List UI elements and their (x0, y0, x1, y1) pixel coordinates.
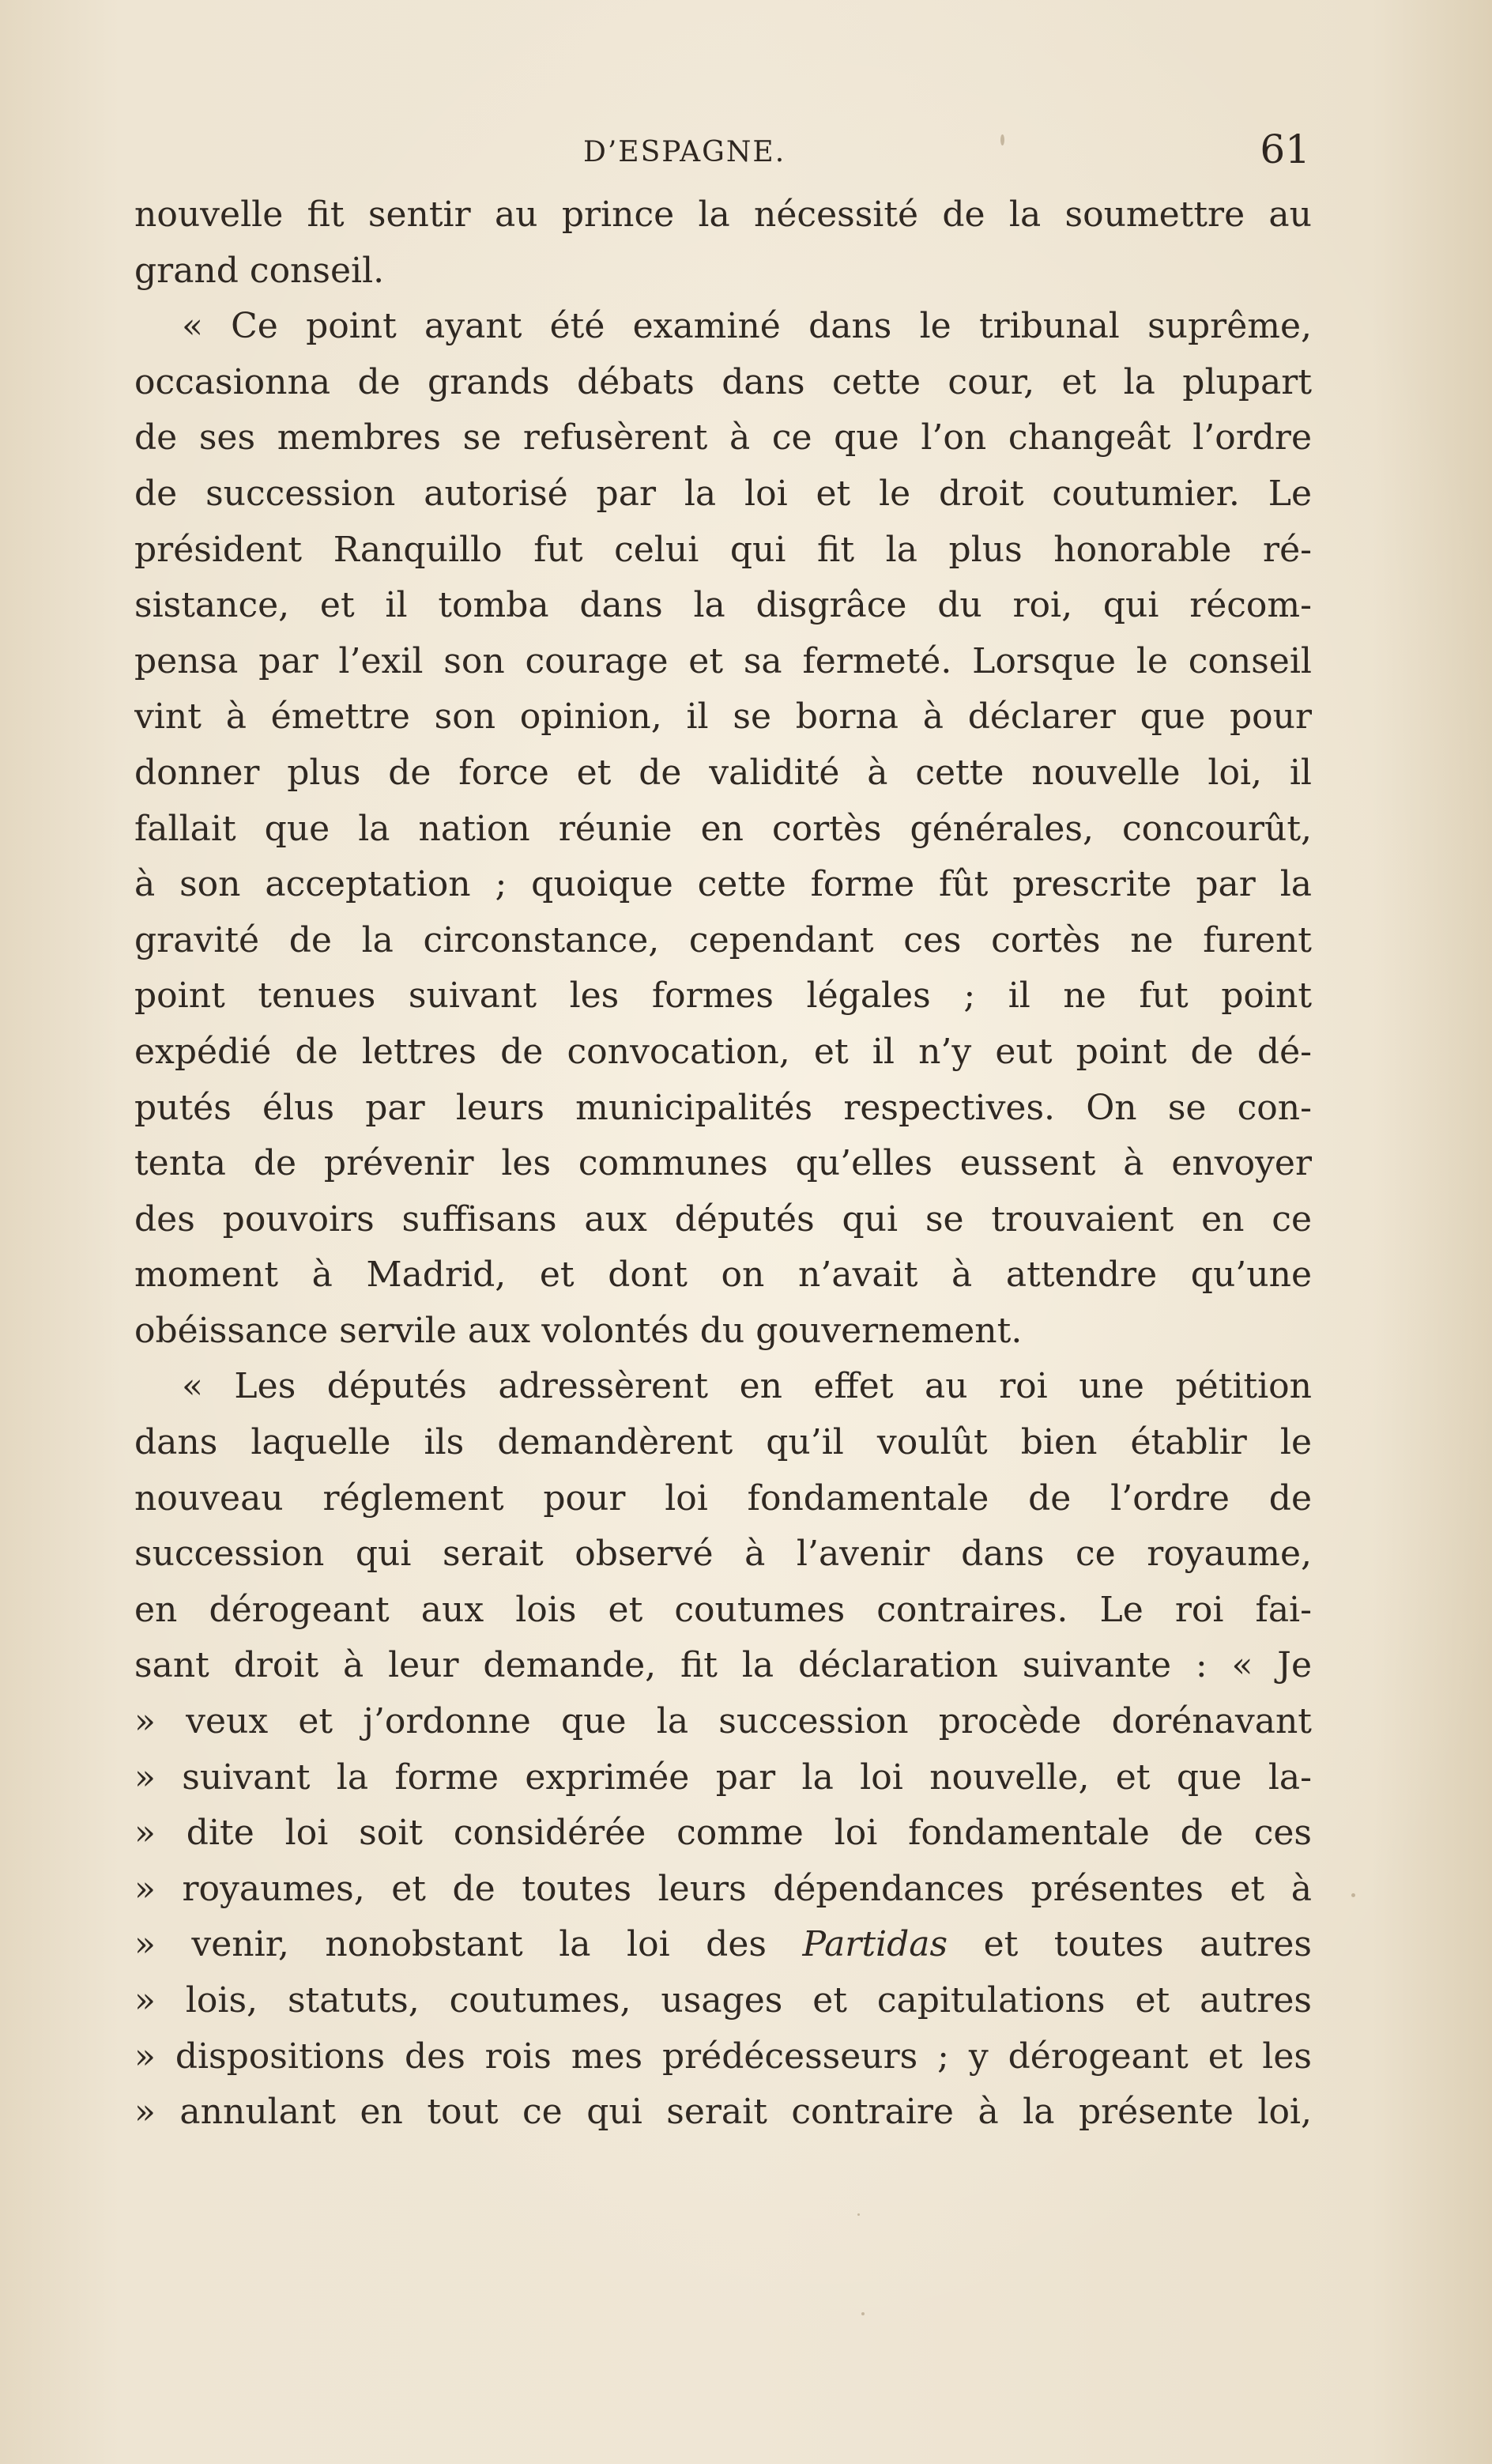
body-text (134, 187, 1312, 2141)
text-line: sistance, et il tomba dans la disgrâce du roi, qui récom- (134, 585, 1312, 626)
text-line: occasionna de grands débats dans cette cour, et la plupart (134, 361, 1312, 402)
page-number: 61 (1260, 126, 1310, 172)
text-line: obéissance servile aux volontés du gouvernement. (134, 1310, 1023, 1351)
text-line: fallait que la nation réunie en cortès générales, concourût, (134, 808, 1312, 849)
text-line: pensa par l’exil son courage et sa fermeté. Lorsque le conseil (134, 640, 1312, 681)
text-line: « Les députés adressèrent en effet au roi une pétition (182, 1366, 1312, 1407)
text-line: expédié de lettres de convocation, et il n’y eut point de dé- (134, 1031, 1312, 1072)
text-line: des pouvoirs suffisans aux députés qui se trouvaient en ce (134, 1198, 1312, 1240)
text-line: grand conseil. (134, 250, 385, 291)
text-line: de succession autorisé par la loi et le droit coutumier. Le (134, 473, 1312, 514)
text-line: » dite loi soit considérée comme loi fondamentale de ces (134, 1813, 1312, 1854)
text-line: à son acceptation ; quoique cette forme fût prescrite par la (134, 864, 1312, 905)
text-line: dans laquelle ils demandèrent qu’il voulût bien établir le (134, 1422, 1312, 1463)
paper-spot (861, 2312, 865, 2315)
text-line: « Ce point ayant été examiné dans le tribunal suprême, (182, 306, 1312, 347)
text-line: gravité de la circonstance, cependant ces cortès ne furent (134, 919, 1312, 960)
text-line: président Ranquillo fut celui qui fit la plus honorable ré- (134, 529, 1312, 570)
text-line: » royaumes, et de toutes leurs dépendances présentes et à (134, 1868, 1312, 1909)
text-line: tenta de prévenir les communes qu’elles eussent à envoyer (134, 1143, 1312, 1184)
text-line: putés élus par leurs municipalités respectives. On se con- (134, 1087, 1312, 1128)
text-line: point tenues suivant les formes légales ; il ne fut point (134, 975, 1312, 1017)
text-line: » dispositions des rois mes prédécesseurs ; y dérogeant et les (134, 2036, 1312, 2077)
text-line: succession qui serait observé à l’avenir dans ce royaume, (134, 1534, 1312, 1575)
text-line: sant droit à leur demande, fit la déclaration suivante : « Je (134, 1645, 1312, 1686)
text-line: moment à Madrid, et dont on n’avait à attendre qu’une (134, 1255, 1312, 1296)
text-line: nouvelle fit sentir au prince la nécessité de la soumettre au (134, 194, 1312, 235)
text-line: » lois, statuts, coutumes, usages et capitulations et autres (134, 1980, 1312, 2021)
text-line: » suivant la forme exprimée par la loi nouvelle, et que la- (134, 1756, 1312, 1798)
text-line: » annulant en tout ce qui serait contraire à la présente loi, (134, 2092, 1312, 2133)
page-header (133, 119, 1310, 182)
paper-spot (857, 2213, 860, 2216)
italic-word: Partidas (802, 1924, 948, 1965)
text-line: de ses membres se refusèrent à ce que l’on changeât l’ordre (134, 417, 1312, 458)
text-line: » venir, nonobstant la loi des Partidas et toutes autres (134, 1924, 1312, 1965)
paper-spot (1351, 1893, 1355, 1897)
text-line: donner plus de force et de validité à cette nouvelle loi, il (134, 752, 1312, 793)
running-head: D’ESPAGNE. (583, 136, 786, 168)
text-line: en dérogeant aux lois et coutumes contraires. Le roi fai- (134, 1589, 1312, 1630)
text-line: vint à émettre son opinion, il se borna à déclarer que pour (134, 696, 1312, 738)
text-line: » veux et j’ordonne que la succession procède dorénavant (134, 1701, 1312, 1742)
text-line: nouveau réglement pour loi fondamentale de l’ordre de (134, 1477, 1312, 1519)
